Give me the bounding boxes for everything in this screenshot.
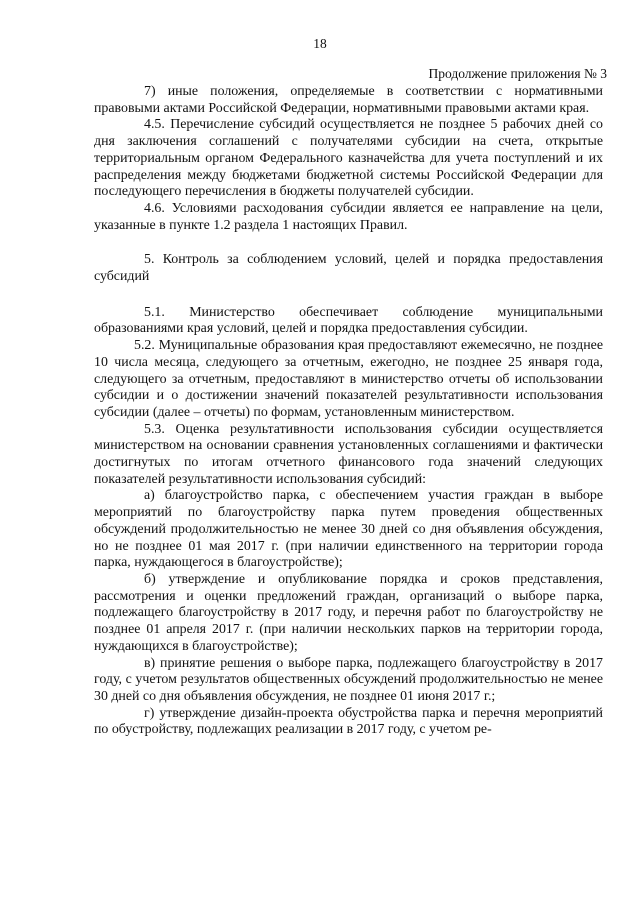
- spacer: [94, 234, 603, 252]
- paragraph-4-4-item-7: 7) иные положения, определяемые в соответствии с нормативными правовыми актами Российской Федерации, нормативными правовыми актами края.: [94, 84, 603, 116]
- document-body: [94, 84, 603, 739]
- paragraph-5-3: 5.3. Оценка результативности использования субсидии осуществляется министерством на основании сравнения установленных соглашениями и фактически достигнутых по итогам отчетного финансового года значений следующих показателей результативности использования субсидий:: [94, 421, 603, 487]
- paragraph-5-2: 5.2. Муниципальные образования края предоставляют ежемесячно, не позднее 10 числа месяца, следующего за отчетным, ежегодно, не позднее 25 января года, следующего за отчетным, предоставляют в министерство отчеты об использовании субсидии и о достижении значений показателей результативности использования субсидии (далее – отчеты) по формам, установленным министерством.: [94, 338, 603, 420]
- list-item-b: б) утверждение и опубликование порядка и сроков представления, рассмотрения и оценки предложений граждан, организаций о выборе парка, подлежащего благоустройству в 2017 году, и перечня работ по благоустройству не позднее 01 апреля 2017 г. (при наличии нескольких парков на территории города, нуждающихся в благоустройстве);: [94, 571, 603, 654]
- paragraph-4-6: 4.6. Условиями расходования субсидии является ее направление на цели, указанные в пункте 1.2 раздела 1 настоящих Правил.: [94, 200, 603, 233]
- spacer: [94, 286, 603, 305]
- list-item-v: в) принятие решения о выборе парка, подлежащего благоустройству в 2017 году, с учетом результатов общественных обсуждений продолжительностью не менее 30 дней со дня объявления обсуждения, не позднее 01 июня 2017 г.;: [94, 655, 603, 704]
- appendix-continuation-label: Продолжение приложения № 3: [428, 66, 607, 81]
- section-5-heading: 5. Контроль за соблюдением условий, целей и порядка предоставления субсидий: [94, 252, 603, 285]
- list-item-a: а) благоустройство парка, с обеспечением участия граждан в выборе мероприятий по благоустройству парка путем проведения общественных обсуждений продолжительностью не менее 30 дней со дня объявления обсуждения, но не позднее 01 мая 2017 г. (при наличии единственного на территории города парка, нуждающегося в благоустройстве);: [94, 488, 603, 571]
- list-item-g: г) утверждение дизайн-проекта обустройства парка и перечня мероприятий по обустройству, подлежащих реализации в 2017 году, с учетом ре-: [94, 705, 603, 738]
- paragraph-5-1: 5.1. Министерство обеспечивает соблюдение муниципальными образованиями края условий, целей и порядка предоставления субсидии.: [94, 304, 603, 337]
- paragraph-4-5: 4.5. Перечисление субсидий осуществляется не позднее 5 рабочих дней со дня заключения соглашений с получателями субсидии на счета, открытые территориальным органом Федерального казначейства для учета поступлений и их распределения между бюджетами бюджетной системы Российской Федерации для последующего перечисления в бюджеты получателей субсидии.: [94, 117, 603, 200]
- page-number: 18: [313, 36, 327, 51]
